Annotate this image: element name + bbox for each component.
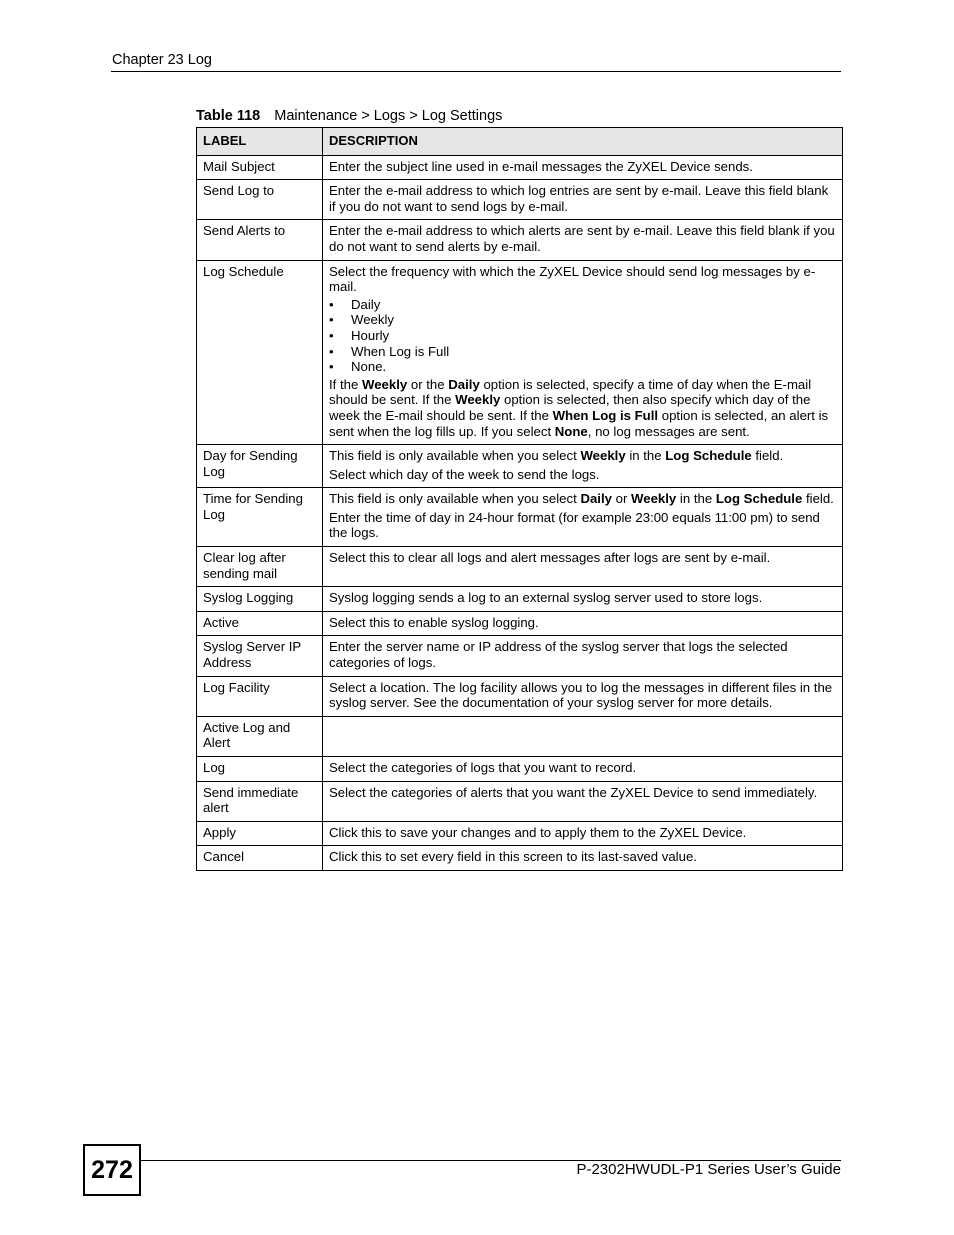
row-description	[323, 587, 843, 612]
page-number: 272	[83, 1144, 141, 1196]
row-description	[323, 155, 843, 180]
bold-term: Log Schedule	[715, 491, 803, 507]
table-row	[197, 155, 843, 180]
text-run: Click this to set every field in this screen to its last-saved value.	[329, 849, 697, 865]
column-header-label: LABEL	[197, 128, 323, 156]
row-label: Syslog Server IP Address	[197, 636, 323, 676]
row-description	[323, 488, 843, 547]
text-run: option is selected, an alert is sent when the log fills up. If you select	[329, 407, 829, 439]
description-paragraph	[329, 590, 836, 606]
description-paragraph	[329, 550, 836, 566]
table-title: Maintenance > Logs > Log Settings	[274, 108, 503, 124]
text-run: Enter the time of day in 24-hour format (for example 23:00 equals 11:00 pm) to send the logs.	[329, 509, 820, 541]
row-description	[323, 781, 843, 821]
text-run: in the	[676, 491, 716, 507]
text-run: option is selected, then also specify which day of the week the E-mail should be sent. If the	[329, 392, 811, 423]
text-run: , no log messages are sent.	[587, 423, 750, 439]
row-description	[323, 547, 843, 587]
row-label: Active	[197, 611, 323, 636]
bold-term: Weekly	[631, 491, 677, 507]
table-header-row	[197, 128, 843, 156]
row-label: Active Log and Alert	[197, 716, 323, 756]
description-paragraph	[329, 639, 836, 670]
row-description	[323, 716, 843, 756]
chapter-header: Chapter 23 Log	[112, 52, 212, 68]
row-description	[323, 260, 843, 445]
table-number: Table 118	[196, 108, 261, 124]
table-row	[197, 676, 843, 716]
text-run: Enter the server name or IP address of the syslog server that logs the selected categories of logs.	[329, 639, 788, 671]
table-caption	[196, 108, 502, 124]
table-row	[197, 260, 843, 445]
table-row	[197, 220, 843, 260]
description-paragraph	[329, 615, 836, 631]
description-paragraph	[329, 491, 836, 507]
row-description	[323, 846, 843, 871]
bold-term: Log Schedule	[665, 448, 752, 464]
header-divider	[111, 71, 841, 72]
row-label: Time for Sending Log	[197, 488, 323, 547]
bold-term: Weekly	[362, 376, 408, 392]
text-run: or the	[407, 376, 449, 392]
text-run: Select this to clear all logs and alert messages after logs are sent by e-mail.	[329, 550, 771, 566]
description-paragraph	[329, 510, 836, 541]
row-description	[323, 220, 843, 260]
table-row	[197, 445, 843, 488]
bold-term: None	[554, 423, 588, 439]
text-run: Select this to enable syslog logging.	[329, 614, 539, 630]
text-run: Select the frequency with which the ZyXEL Device should send log messages by e-mail.	[329, 263, 816, 295]
text-run: field.	[802, 491, 834, 507]
log-settings-table	[196, 127, 843, 871]
text-run: This field is only available when you select	[329, 491, 581, 507]
description-paragraph	[329, 785, 836, 801]
bullet-list	[329, 297, 836, 375]
row-label: Cancel	[197, 846, 323, 871]
text-run: Select the categories of alerts that you want the ZyXEL Device to send immediately.	[329, 784, 818, 800]
row-description	[323, 636, 843, 676]
text-run: If the	[329, 376, 362, 392]
bullet-item: • None.	[329, 359, 836, 375]
row-label: Send Log to	[197, 180, 323, 220]
text-run: Enter the subject line used in e-mail messages the ZyXEL Device sends.	[329, 158, 753, 174]
text-run: Enter the e-mail address to which alerts are sent by e-mail. Leave this field blank if you do not want to send alerts by e-mail.	[329, 223, 835, 254]
text-run: field.	[751, 448, 784, 464]
bullet-item: • Hourly	[329, 328, 836, 344]
table-row	[197, 846, 843, 871]
text-run: This field is only available when you select	[329, 448, 581, 464]
description-paragraph	[329, 223, 836, 254]
description-paragraph	[329, 467, 836, 483]
row-label: Send immediate alert	[197, 781, 323, 821]
table-row	[197, 781, 843, 821]
description-paragraph	[329, 377, 836, 439]
bold-term: Weekly	[580, 448, 626, 464]
text-run: Select a location. The log facility allows you to log the messages in different files in the syslog server. See the documentation of your syslog server for more details.	[329, 679, 833, 711]
description-paragraph	[329, 159, 836, 175]
row-description	[323, 611, 843, 636]
text-run: Enter the e-mail address to which log entries are sent by e-mail. Leave this field blank if you do not want to send logs by e-mail.	[329, 183, 829, 214]
row-label: Log Facility	[197, 676, 323, 716]
row-label: Log	[197, 757, 323, 782]
row-description	[323, 445, 843, 488]
description-paragraph	[329, 448, 836, 464]
guide-title: P-2302HWUDL-P1 Series User’s Guide	[576, 1161, 841, 1178]
text-run: in the	[625, 448, 666, 464]
text-run: Select the categories of logs that you want to record.	[329, 760, 637, 775]
table-row	[197, 488, 843, 547]
bullet-item: • When Log is Full	[329, 344, 836, 360]
description-paragraph	[329, 264, 836, 295]
text-run: option is selected, specify a time of day when the E-mail should be sent. If the	[329, 376, 812, 408]
text-run: or	[611, 491, 632, 507]
row-label: Mail Subject	[197, 155, 323, 180]
table-row	[197, 547, 843, 587]
row-label: Day for Sending Log	[197, 445, 323, 488]
table-row	[197, 757, 843, 782]
bullet-item: • Daily	[329, 297, 836, 313]
row-description	[323, 676, 843, 716]
row-label: Syslog Logging	[197, 587, 323, 612]
bold-term: When Log is Full	[552, 407, 659, 423]
bullet-item: • Weekly	[329, 312, 836, 328]
description-paragraph	[329, 680, 836, 711]
row-label: Send Alerts to	[197, 220, 323, 260]
table-row	[197, 821, 843, 846]
bold-term: Daily	[580, 491, 612, 507]
description-paragraph	[329, 183, 836, 214]
text-run: Click this to save your changes and to apply them to the ZyXEL Device.	[329, 824, 747, 840]
bold-term: Weekly	[455, 392, 501, 408]
table-row	[197, 716, 843, 756]
table-row	[197, 636, 843, 676]
table-row	[197, 587, 843, 612]
table-row	[197, 611, 843, 636]
column-header-description: DESCRIPTION	[323, 128, 843, 156]
text-run: Syslog logging sends a log to an external syslog server used to store logs.	[329, 590, 763, 606]
table-row	[197, 180, 843, 220]
text-run: Select which day of the week to send the logs.	[329, 466, 600, 482]
empty-description	[329, 720, 836, 751]
row-label: Log Schedule	[197, 260, 323, 445]
description-paragraph	[329, 825, 836, 841]
row-label: Clear log after sending mail	[197, 547, 323, 587]
table-body	[197, 155, 843, 870]
row-description	[323, 821, 843, 846]
row-description	[323, 180, 843, 220]
row-label: Apply	[197, 821, 323, 846]
bold-term: Daily	[448, 376, 480, 392]
description-paragraph	[329, 760, 836, 776]
row-description	[323, 757, 843, 782]
description-paragraph	[329, 849, 836, 865]
